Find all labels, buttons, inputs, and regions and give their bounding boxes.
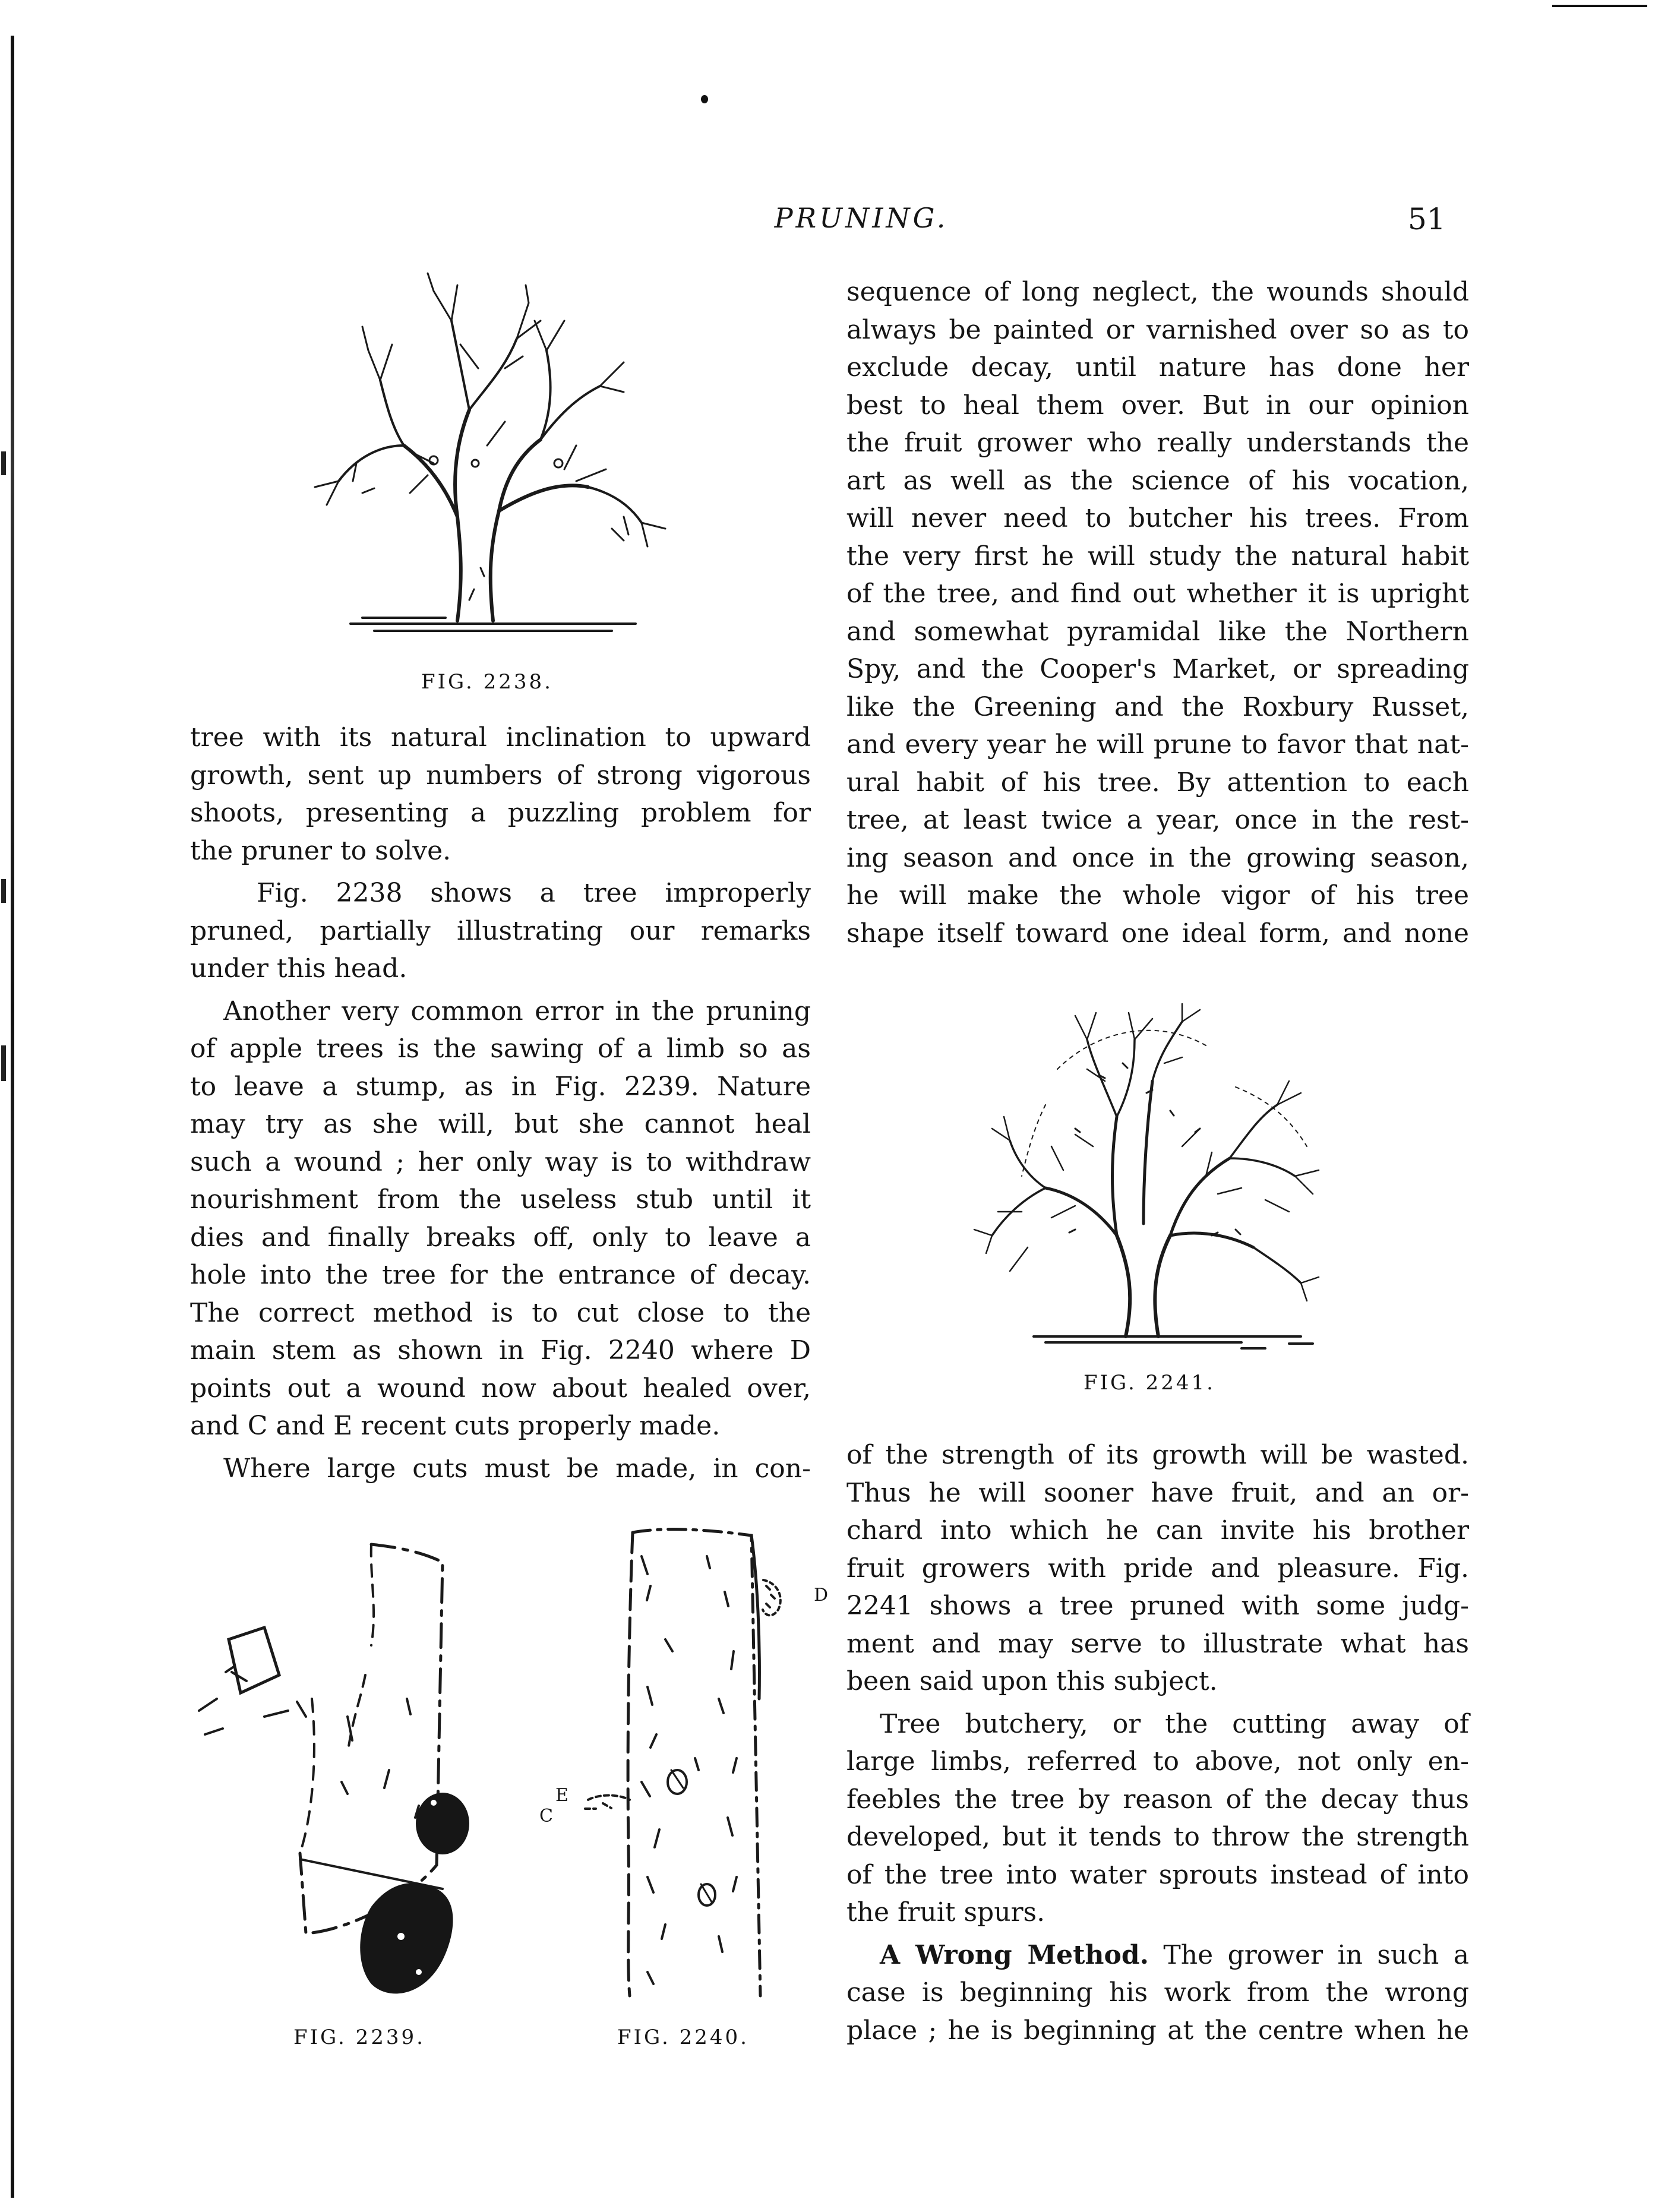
text-line: tree, at least twice a year, once in the rest- bbox=[846, 805, 1469, 835]
text-line: may try as she will, but she cannot heal bbox=[190, 1109, 811, 1139]
text-line: the pruner to solve. bbox=[190, 835, 451, 866]
text-line: and C and E recent cuts properly made. bbox=[190, 1411, 721, 1441]
running-head: PRUNING. bbox=[774, 202, 949, 234]
text-line: ing season and once in the growing season, bbox=[846, 842, 1469, 873]
figure-2241-caption: FIG. 2241. bbox=[1084, 1371, 1215, 1395]
text-line: feebles the tree by reason of the decay thus bbox=[846, 1784, 1469, 1815]
figure-2240-caption: FIG. 2240. bbox=[617, 2025, 749, 2049]
figure-2240-label-d: D bbox=[814, 1585, 829, 1606]
text-line: dies and finally breaks off, only to leave a bbox=[190, 1222, 811, 1253]
page-number: 51 bbox=[1408, 202, 1446, 236]
figure-2240-correct-cuts bbox=[529, 1521, 838, 2014]
figure-2239-caption: FIG. 2239. bbox=[293, 2025, 425, 2049]
text-line: and every year he will prune to favor that nat- bbox=[846, 729, 1469, 760]
text-line: case is beginning his work from the wrong bbox=[846, 1977, 1469, 2008]
paragraph bbox=[190, 993, 811, 1445]
paragraph bbox=[846, 1936, 1469, 2050]
ink-speck bbox=[701, 95, 708, 103]
figure-2241-properly-pruned-tree bbox=[956, 998, 1343, 1378]
text-line: will never need to butcher his trees. From bbox=[846, 503, 1469, 533]
text-line: such a wound ; her only way is to withdraw bbox=[190, 1146, 811, 1177]
text-line: art as well as the science of his vocation, bbox=[846, 465, 1469, 496]
text-line: the very first he will study the natural habit bbox=[846, 541, 1469, 571]
text-line: nourishment from the useless stub until it bbox=[190, 1184, 811, 1215]
text-line: of the strength of its growth will be wasted. bbox=[846, 1440, 1469, 1470]
text-line: exclude decay, until nature has done her bbox=[846, 352, 1469, 383]
text-line: ural habit of his tree. By attention to each bbox=[846, 767, 1469, 798]
figure-2238-improperly-pruned-tree bbox=[279, 267, 695, 647]
run-in-heading: A Wrong Method. bbox=[880, 1939, 1149, 1970]
text-line: large limbs, referred to above, not only en- bbox=[846, 1746, 1469, 1777]
text-line: developed, but it tends to throw the strength bbox=[846, 1822, 1469, 1852]
text-line: the fruit spurs. bbox=[846, 1897, 1045, 1927]
right-column-lower bbox=[846, 1436, 1469, 2049]
text-line: The correct method is to cut close to the bbox=[190, 1297, 811, 1328]
text-line: shape itself toward one ideal form, and none bbox=[846, 918, 1469, 949]
paragraph bbox=[846, 1436, 1469, 1701]
text-line: Thus he will sooner have fruit, and an or- bbox=[846, 1477, 1469, 1508]
scan-edge-mark bbox=[1, 879, 6, 903]
text-line: Another very common error in the pruning bbox=[223, 996, 811, 1026]
right-column-upper bbox=[846, 273, 1469, 952]
scan-edge-mark bbox=[1, 1045, 6, 1081]
text-line: Fig. 2238 shows a tree improperly bbox=[257, 878, 811, 908]
scan-edge-mark bbox=[1, 451, 6, 475]
scan-edge-shadow bbox=[11, 36, 14, 2198]
paragraph bbox=[190, 1450, 811, 1488]
text-line: of the tree into water sprouts instead of into bbox=[846, 1859, 1469, 1890]
text-line: main stem as shown in Fig. 2240 where D bbox=[190, 1335, 811, 1366]
text-line: 2241 shows a tree pruned with some judg- bbox=[846, 1591, 1469, 1621]
text-line: points out a wound now about healed over, bbox=[190, 1373, 811, 1404]
text-line: Spy, and the Cooper's Market, or spreading bbox=[846, 654, 1469, 684]
text-line: tree with its natural inclination to upward bbox=[190, 722, 811, 753]
figure-2240-label-e: E bbox=[555, 1785, 568, 1806]
figure-2239-limb-stump bbox=[193, 1521, 526, 2008]
text-line: been said upon this subject. bbox=[846, 1666, 1218, 1696]
text-line: ment and may serve to illustrate what has bbox=[846, 1628, 1469, 1659]
text-line: like the Greening and the Roxbury Russet, bbox=[846, 691, 1469, 722]
figure-2240-label-c: C bbox=[539, 1806, 553, 1827]
text-line: the fruit grower who really understands the bbox=[846, 428, 1469, 458]
text-line: Tree butchery, or the cutting away of bbox=[880, 1708, 1469, 1739]
text-line: best to heal them over. But in our opinion bbox=[846, 390, 1469, 421]
text-line bbox=[846, 1936, 1469, 1974]
paragraph bbox=[190, 874, 811, 988]
scan-top-line bbox=[1552, 5, 1647, 7]
left-column-upper bbox=[190, 719, 811, 1487]
text-line: hole into the tree for the entrance of decay. bbox=[190, 1260, 811, 1290]
text-line: always be painted or varnished over so as to bbox=[846, 314, 1469, 345]
text-line: under this head. bbox=[190, 953, 408, 984]
text-line: he will make the whole vigor of his tree bbox=[846, 880, 1469, 911]
text-run: The grower in such a bbox=[1163, 1939, 1469, 1970]
text-line: pruned, partially illustrating our remarks bbox=[190, 915, 811, 946]
text-line: sequence of long neglect, the wounds should bbox=[846, 277, 1469, 307]
text-line: to leave a stump, as in Fig. 2239. Nature bbox=[190, 1071, 811, 1102]
text-line: Where large cuts must be made, in con- bbox=[223, 1453, 811, 1484]
text-line: shoots, presenting a puzzling problem for bbox=[190, 798, 811, 828]
text-line: of the tree, and find out whether it is upright bbox=[846, 579, 1469, 609]
text-line: chard into which he can invite his brother bbox=[846, 1515, 1469, 1546]
paragraph bbox=[846, 273, 1469, 952]
text-line: of apple trees is the sawing of a limb so as bbox=[190, 1034, 811, 1064]
text-line: growth, sent up numbers of strong vigorous bbox=[190, 760, 811, 791]
figure-2238-caption: FIG. 2238. bbox=[421, 670, 553, 694]
paragraph bbox=[190, 719, 811, 870]
paragraph bbox=[846, 1705, 1469, 1932]
text-line: place ; he is beginning at the centre when he bbox=[846, 2015, 1469, 2046]
text-line: and somewhat pyramidal like the Northern bbox=[846, 616, 1469, 647]
text-line: fruit growers with pride and pleasure. Fig. bbox=[846, 1553, 1469, 1584]
